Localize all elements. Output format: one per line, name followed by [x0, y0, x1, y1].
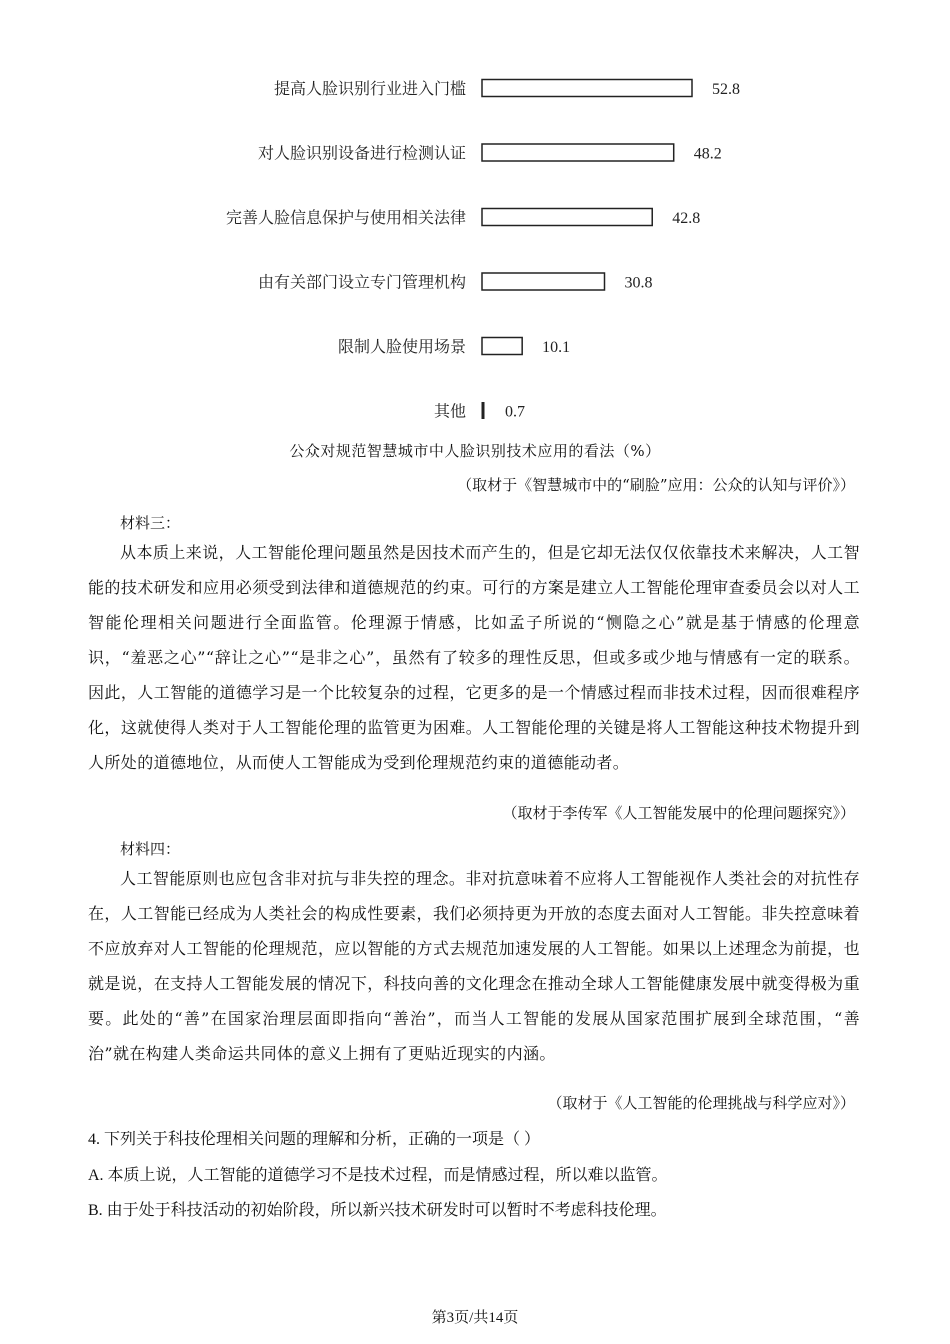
material4-text: 人工智能原则也应包含非对抗与非失控的理念。非对抗意味着不应将人工智能视作人类社会的对抗性存在，人工智能已经成为人类社会的构成性要素，我们必须持更为开放的态度去面对人工智能。非失控意味着不应放弃对人工智能的伦理规范，应以智能的方式去规范加速发展的人工智能。如果以上述理念为前提，也就是说，在支持人工智能发展的情况下，科技向善的文化理念在推动全球人工智能健康发展中就变得极为重要。此处的“善”在国家治理层面即指向“善治”，而当人工智能的发展从国家范围扩展到全球范围，“善治”就在构建人类命运共同体的意义上拥有了更贴近现实的内涵。: [88, 869, 860, 1063]
value-label: 0.7: [505, 403, 525, 421]
value-label: 48.2: [693, 145, 722, 163]
bar: [482, 338, 522, 355]
bar: [482, 144, 674, 161]
category-label: 由有关部门设立专门管理机构: [257, 272, 466, 292]
bar: [482, 209, 652, 226]
option-a: A. 本质上说，人工智能的道德学习不是技术过程，而是情感过程，所以难以监管。: [88, 1167, 668, 1184]
value-label: 42.8: [672, 210, 701, 227]
bar-chart: [0, 60, 950, 430]
value-label: 52.8: [712, 81, 740, 98]
chart-source: （取材于《智慧城市中的“刷脸”应用：公众的认知与评价》）: [457, 476, 855, 494]
chart-caption: 公众对规范智慧城市中人脸识别技术应用的看法（%）: [289, 442, 661, 460]
bar: [482, 80, 692, 97]
bar: [482, 273, 605, 290]
category-label: 其他: [433, 401, 466, 421]
material4-source: （取材于《人工智能的伦理挑战与科学应对》）: [547, 1094, 855, 1112]
question-stem: 4. 下列关于科技伦理相关问题的理解和分析，正确的一项是（ ）: [88, 1131, 541, 1148]
page-footer: 第3页/共14页: [431, 1310, 519, 1326]
material4-label: 材料四：: [120, 840, 181, 858]
material3-source: （取材于李传军《人工智能发展中的伦理问题探究》）: [502, 804, 855, 822]
category-label: 对人脸识别设备进行检测认证: [257, 143, 466, 163]
option-b: B. 由于处于科技活动的初始阶段，所以新兴技术研发时可以暂时不考虑科技伦理。: [88, 1202, 667, 1219]
material3-text: 从本质上来说，人工智能伦理问题虽然是因技术而产生的，但是它却无法仅仅依靠技术来解决，人工智能的技术研发和应用必须受到法律和道德规范的约束。可行的方案是建立人工智能伦理审查委员会以对人工智能伦理相关问题进行全面监管。伦理源于情感，比如孟子所说的“恻隐之心”就是基于情感的伦理意识，“羞恶之心”“辞让之心”“是非之心”，虽然有了较多的理性反思，但或多或少地与情感有一定的联系。因此，人工智能的道德学习是一个比较复杂的过程，它更多的是一个情感过程而非技术过程，因而很难程序化，这就使得人类对于人工智能伦理的监管更为困难。人工智能伦理的关键是将人工智能这种技术物提升到人所处的道德地位，从而使人工智能成为受到伦理规范约束的道德能动者。: [88, 543, 860, 772]
value-label: 30.8: [624, 274, 653, 292]
category-label: 完善人脸信息保护与使用相关法律: [225, 208, 466, 227]
value-label: 10.1: [542, 339, 571, 356]
category-label: 限制人脸使用场景: [337, 337, 466, 356]
material3-label: 材料三：: [120, 514, 181, 532]
category-label: 提高人脸识别行业进入门槛: [273, 79, 466, 98]
